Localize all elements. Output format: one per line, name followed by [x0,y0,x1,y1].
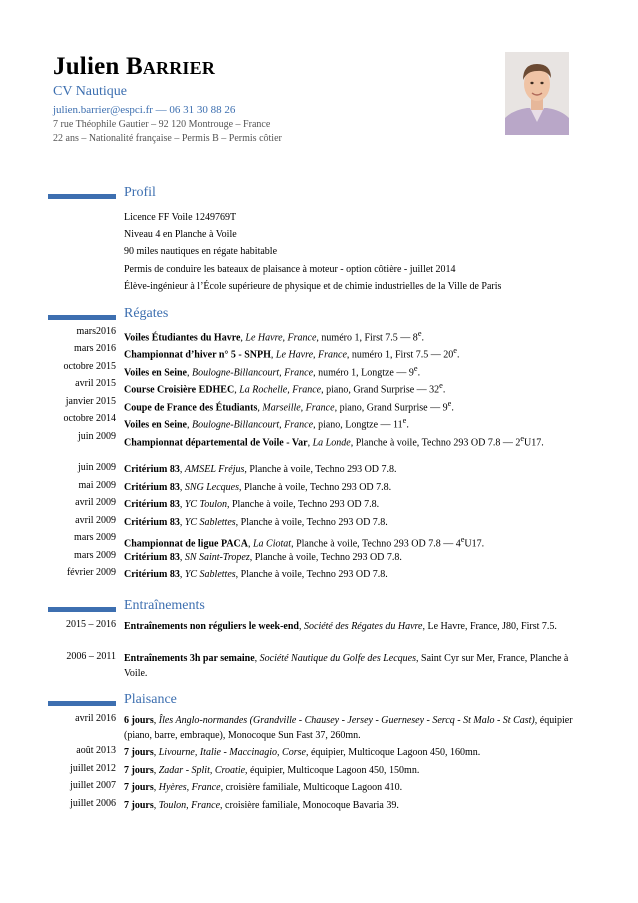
entry-title: 6 jours [124,715,154,726]
entry-title: Critérium 83 [124,517,180,528]
entry-title: Critérium 83 [124,569,180,580]
personal-info-line: 22 ans – Nationalité française – Permis B – Permis côtier [53,133,282,144]
entry-body [124,462,576,477]
entry-separator: , [186,367,192,379]
entry-body [124,763,576,778]
entry-details: , piano, Grand Surprise — 32 [321,384,440,396]
entry-details: , numéro 1, First 7.5 — 8 [316,332,418,344]
entry-location: SNG Lecques [184,482,239,493]
entry-date: avril 2015 [75,378,116,389]
entry-ordinal: e [413,364,418,373]
entry-date: octobre 2015 [63,361,116,372]
entry-location: Îles Anglo-normandes (Grandville - Chausey - Jersey - Guernesey - Sercq - St Malo - St Cast) [158,715,535,726]
entry-separator: , [179,482,185,493]
entry-title: Critérium 83 [124,464,180,475]
entry-details: , Saint Cyr sur Mer, France, Planche à Voile. [124,653,569,679]
entry-details: , Planche à voile, Techno 293 OD 7.8. [239,482,392,493]
section-bar [48,315,116,320]
entry-date: mars 2009 [74,532,116,543]
entry-tail: . [457,349,460,361]
entry-date: juillet 2006 [70,798,116,809]
address-line: 7 rue Théophile Gautier – 92 120 Montrouge – France [53,119,271,130]
entry-separator: , [153,765,159,776]
entry-location: Boulogne-Billancourt, France [191,419,314,431]
entry-location: Société des Régates du Havre [304,621,423,632]
entry-details: , Planche à voile, Techno 293 OD 7.8. [235,517,388,528]
entry-location: La Londe [312,437,351,449]
profil-line: Licence FF Voile 1249769T [124,212,237,223]
entry-separator: , [179,499,185,510]
candidate-name [53,53,215,81]
entry-ordinal: e [460,535,465,544]
entry-body [124,515,576,530]
entry-title: 7 jours [124,800,154,811]
entry-details: , numéro 1, First 7.5 — 20 [346,349,454,361]
entry-date: février 2009 [66,567,116,578]
last-name: Barrier [125,53,216,80]
entry-location: YC Toulon [184,499,227,510]
profile-photo [505,52,569,135]
entry-separator: , [153,715,159,726]
entry-title: Voiles en Seine [124,419,187,431]
entry-date: mars 2016 [74,343,116,354]
entry-date: octobre 2014 [63,413,116,424]
entry-tail: . [442,384,446,396]
entry-title: Coupe de France des Étudiants [124,402,258,414]
entry-tail: U17. [524,437,544,449]
entry-tail: U17. [464,538,485,550]
entry-location: Hyères, France [158,782,221,793]
entry-details: , piano, Grand Surprise — 9 [334,402,448,414]
entry-separator: , [248,538,253,550]
section-title-profil: Profil [124,185,156,200]
entry-location: AMSEL Fréjus [184,464,245,475]
entry-body [124,780,576,795]
section-title-regates: Régates [124,306,169,321]
entry-title: Entraînements non réguliers le week-end [124,621,299,632]
entry-title: Championnat départemental de Voile - Var [124,437,308,449]
entry-title: 7 jours [124,782,154,793]
entry-separator: , [179,552,185,563]
entry-location: Société Nautique du Golfe des Lecques [259,653,417,664]
entry-location: Le Havre, France [245,332,317,344]
entry-separator: , [179,464,185,475]
entry-title: Voiles Étudiantes du Havre [124,332,241,344]
entry-location: La Ciotat [253,538,292,550]
entry-date: avril 2016 [75,713,116,724]
entry-tail: . [451,402,454,414]
first-name: Julien [53,53,120,80]
entry-body [124,567,576,582]
entry-separator: , [270,349,276,361]
entry-ordinal: e [453,346,457,355]
entry-body [124,651,576,681]
entry-title: Critérium 83 [124,552,180,563]
entry-body [124,497,576,512]
entry-body [124,619,576,634]
entry-ordinal: e [447,399,452,408]
entry-separator: , [257,402,263,414]
entry-body [124,343,576,362]
entry-tail: . [417,367,421,379]
entry-body [124,798,576,813]
entry-details: , équipier (piano, barre, embraque), Monocoque Sun Fast 37, 260mn. [124,715,573,741]
entry-body [124,532,576,551]
entry-date: août 2013 [76,745,116,756]
entry-date: mars 2009 [74,550,116,561]
entry-ordinal: e [520,434,525,443]
entry-body [124,713,576,743]
section-bar [48,194,116,199]
entry-details: , croisière familiale, Multicoque Lagoon 410. [220,782,403,793]
section-bar [48,701,116,706]
entry-details: , équipier, Multicoque Lagoon 450, 150mn. [245,765,420,776]
entry-date: avril 2009 [75,515,116,526]
entry-date: mars2016 [76,326,116,337]
profil-line: Niveau 4 en Planche à Voile [124,229,237,240]
entry-title: 7 jours [124,765,154,776]
entry-details: , Planche à voile, Techno 293 OD 7.8 — 4 [291,538,461,550]
entry-location: Boulogne-Billancourt, France [191,367,314,379]
entry-date: mai 2009 [78,480,116,491]
entry-location: YC Sablettes [184,517,236,528]
entry-body [124,745,576,760]
entry-separator: , [186,419,192,431]
entry-date: juillet 2007 [70,780,116,791]
entry-ordinal: e [402,416,407,425]
entry-title: Course Croisière EDHEC [124,384,235,396]
entry-body [124,550,576,565]
entry-location: Marseille, France [262,402,335,414]
entry-separator: , [179,569,185,580]
entry-title: Voiles en Seine [124,367,187,379]
entry-body [124,413,576,432]
entry-tail: . [421,332,425,344]
entry-details: , Planche à voile, Techno 293 OD 7.8. [235,569,388,580]
cv-subtitle: CV Nautique [53,84,128,99]
profil-line: Élève-ingénieur à l’École supérieure de physique et de chimie industrielles de la Ville de Paris [124,281,502,292]
entry-ordinal: e [439,381,443,390]
entry-separator: , [153,782,159,793]
entry-separator: , [179,517,185,528]
entry-location: Le Havre, France [275,349,347,361]
entry-date: juillet 2012 [70,763,116,774]
entry-details: , Planche à voile, Techno 293 OD 7.8 — 2 [350,437,521,449]
contact-line[interactable]: julien.barrier@espci.fr — 06 31 30 88 26 [53,104,236,116]
entry-details: , croisière familiale, Monocoque Bavaria 39. [220,800,399,811]
entry-details: , Le Havre, France, J80, First 7.5. [422,621,557,632]
section-title-entrainements: Entraînements [124,598,205,613]
entry-separator: , [153,747,159,758]
entry-separator: , [307,437,313,449]
entry-details: , piano, Longtze — 11 [313,419,403,431]
entry-separator: , [153,800,159,811]
entry-title: Critérium 83 [124,499,180,510]
entry-location: Zadar - Split, Croatie [158,765,246,776]
entry-location: YC Sablettes [184,569,236,580]
entry-title: Entraînements 3h par semaine [124,653,255,664]
entry-date: 2006 – 2011 [66,651,116,662]
entry-details: , Planche à voile, Techno 293 OD 7.8. [244,464,397,475]
entry-body [124,378,576,397]
entry-title: 7 jours [124,747,154,758]
entry-details: , équipier, Multicoque Lagoon 450, 160mn. [305,747,481,758]
entry-date: avril 2009 [75,497,116,508]
section-title-plaisance: Plaisance [124,692,177,707]
entry-separator: , [254,653,260,664]
entry-title: Championnat d’hiver n° 5 - SNPH [124,349,271,361]
entry-details: , Planche à voile, Techno 293 OD 7.8. [226,499,380,510]
entry-tail: . [406,419,409,431]
entry-date: 2015 – 2016 [66,619,116,630]
profil-line: Permis de conduire les bateaux de plaisance à moteur - option côtière - juillet 2014 [124,264,456,275]
entry-location: SN Saint-Tropez [184,552,250,563]
entry-location: La Rochelle, France [239,384,322,396]
profil-line: 90 miles nautiques en régate habitable [124,246,278,257]
entry-separator: , [234,384,240,396]
entry-location: Toulon, France [158,800,221,811]
section-bar [48,607,116,612]
entry-location: Livourne, Italie - Maccinagio, Corse [158,747,306,758]
entry-title: Critérium 83 [124,482,180,493]
entry-details: , Planche à voile, Techno 293 OD 7.8. [249,552,402,563]
entry-date: janvier 2015 [65,396,116,407]
entry-ordinal: e [417,329,422,338]
entry-title: Championnat de ligue PACA [124,538,248,550]
entry-separator: , [240,332,246,344]
entry-date: juin 2009 [77,462,116,473]
entry-separator: , [299,621,304,632]
entry-body [124,431,576,450]
entry-body [124,480,576,495]
entry-date: juin 2009 [77,431,116,442]
entry-details: , numéro 1, Longtze — 9 [313,367,414,379]
